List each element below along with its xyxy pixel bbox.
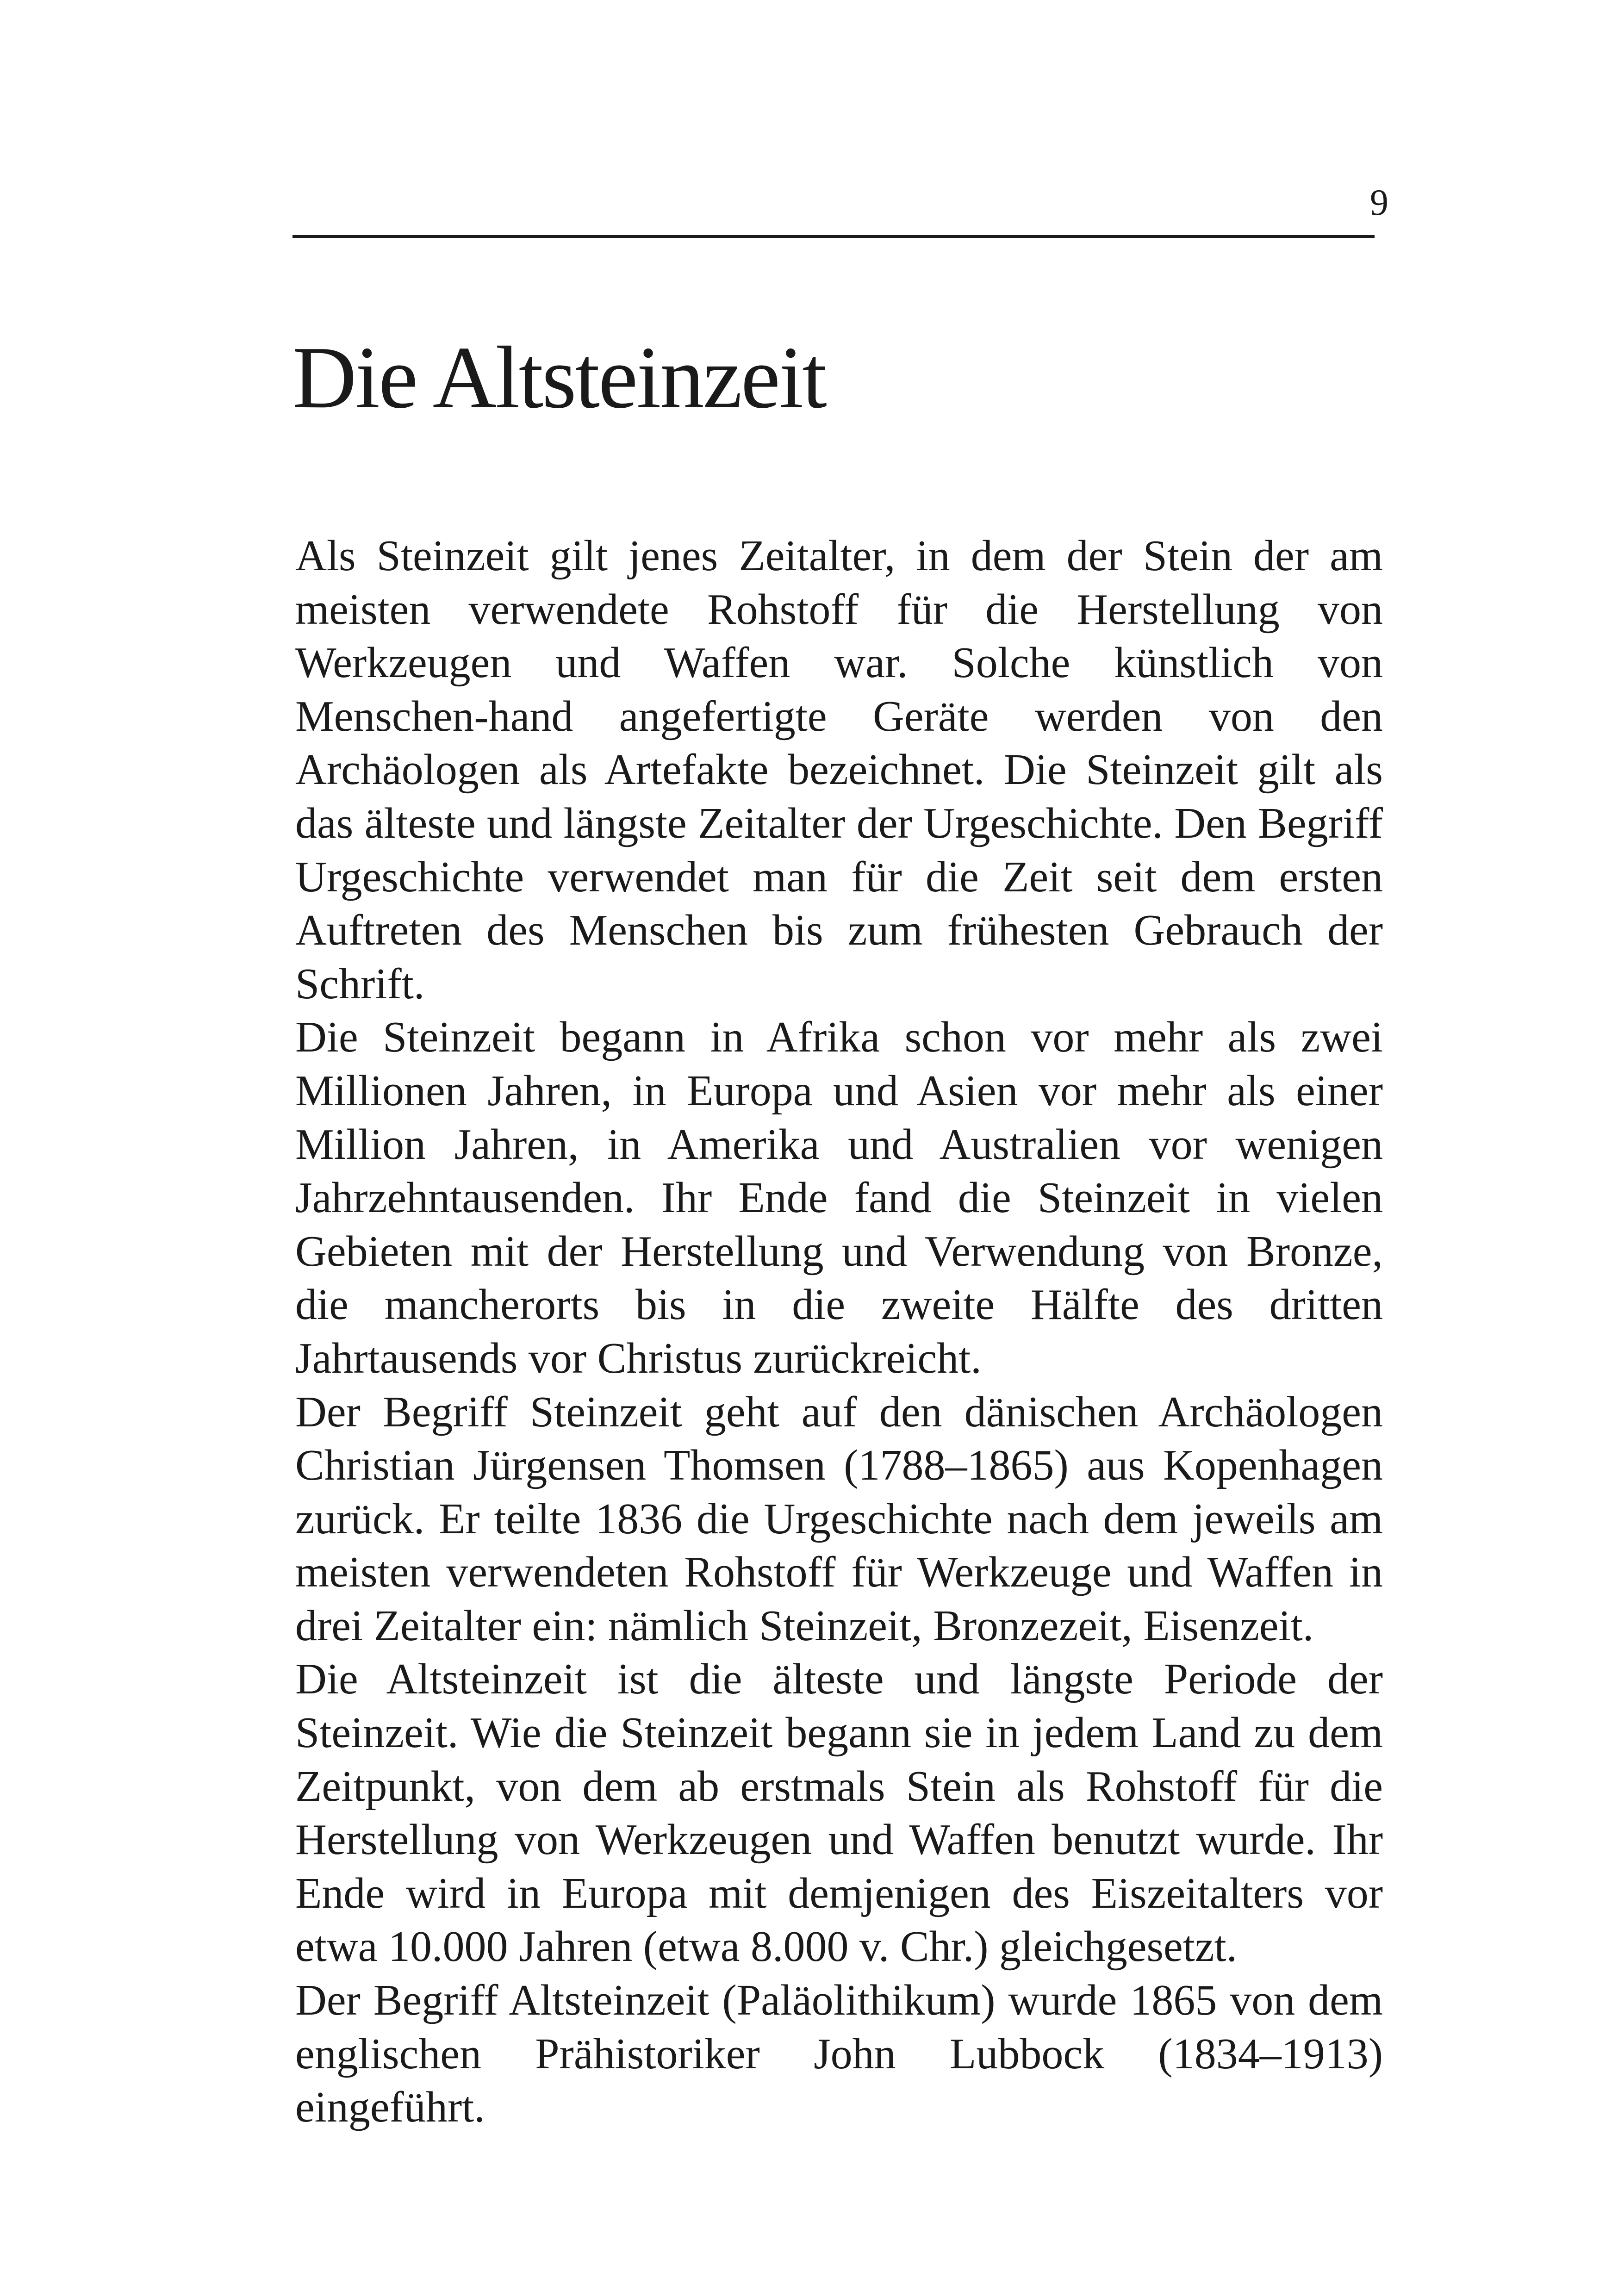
body-text (295, 529, 1383, 2134)
paragraph: Der Begriff Steinzeit geht auf den dänischen Archäologen Christian Jürgensen Thomsen (1788–1865) aus Kopenhagen zurück. Er teilte 1836 die Urgeschichte nach dem jeweils am meisten verwendeten Rohstoff für Werkzeuge und Waffen in drei Zeitalter ein: nämlich Steinzeit, Bronzezeit, Eisenzeit. (295, 1388, 1383, 1650)
chapter-title: Die Altsteinzeit (292, 328, 826, 427)
paragraph: Die Altsteinzeit ist die älteste und längste Periode der Steinzeit. Wie die Steinzeit begann sie in jedem Land zu dem Zeitpunkt, von dem ab erstmals Stein als Rohstoff für die Herstellung von Werkzeugen und Waffen benutzt wurde. Ihr Ende wird in Europa mit demjenigen des Eiszeitalters vor etwa 10.000 Jahren (etwa 8.000 v. Chr.) gleichgesetzt. (295, 1655, 1383, 1971)
paragraph: Die Steinzeit begann in Afrika schon vor mehr als zwei Millionen Jahren, in Europa und Asien vor mehr als einer Million Jahren, in Amerika und Australien vor wenigen Jahrzehntausenden. Ihr Ende fand die Steinzeit in vielen Gebieten mit der Herstellung und Verwendung von Bronze, die mancherorts bis in die zweite Hälfte des dritten Jahrtausends vor Christus zurückreicht. (295, 1013, 1383, 1382)
paragraph: Der Begriff Altsteinzeit (Paläolithikum) wurde 1865 von dem englischen Prähistoriker John Lubbock (1834–1913) eingeführt. (295, 1976, 1383, 2132)
header-rule (292, 235, 1375, 238)
paragraph: Als Steinzeit gilt jenes Zeitalter, in dem der Stein der am meisten verwendete Rohstoff für die Herstellung von Werkzeugen und Waffen war. Solche künstlich von Menschen-hand angefertigte Geräte werden von den Archäologen als Artefakte bezeichnet. Die Steinzeit gilt als das älteste und längste Zeitalter der Urgeschichte. Den Begriff Urgeschichte verwendet man für die Zeit seit dem ersten Auftreten des Menschen bis zum frühesten Gebrauch der Schrift. (295, 532, 1383, 1008)
page-number: 9 (1370, 182, 1388, 223)
